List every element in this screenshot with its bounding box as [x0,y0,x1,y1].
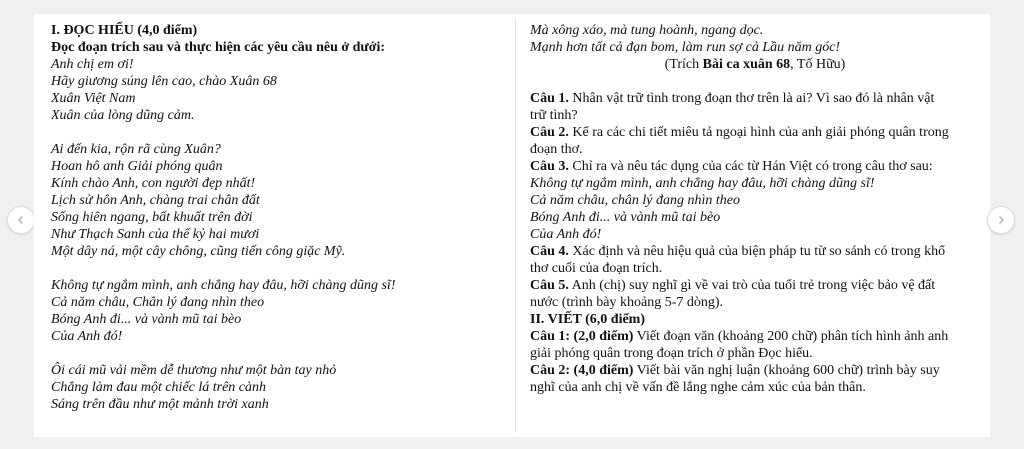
previous-page-button[interactable] [7,206,35,234]
reading-instruction: Đọc đoạn trích sau và thực hiện các yêu cầu nêu ở dưới: [51,40,386,55]
writing-task-2-cont: nghĩ của anh chị về vấn đề lắng nghe cảm xúc của bản thân. [530,380,866,395]
question-5-cont: nước (trình bày khoảng 5-7 dòng). [530,295,724,310]
poem-line: Mà xông xáo, mà tung hoành, ngang dọc. [530,23,764,38]
question-label: Câu 3. [530,159,569,174]
poem-line: Ai đến kia, rộn rã cùng Xuân? [51,142,221,157]
poem-line: Anh chị em ơi! [51,57,134,72]
question-4: Câu 4. Xác định và nêu hiệu quả của biện pháp tu từ so sánh có trong khổ [530,244,946,259]
section-heading-writing: II. VIẾT (6,0 điểm) [530,312,646,327]
question-2: Câu 2. Kể ra các chi tiết miêu tả ngoại hình của anh giải phóng quân trong [530,125,949,140]
poem-line: Một dây ná, một cây chông, cũng tiến công giặc Mỹ. [51,244,346,259]
question-label: Câu 1. [530,91,569,106]
quoted-verse: Cả năm châu, chân lý đang nhìn theo [530,193,740,208]
poem-line: Lịch sử hôn Anh, chàng trai chân đất [51,193,260,208]
poem-line: Không tự ngắm mình, anh chẳng hay đâu, hỡi chàng dũng sĩ! [51,278,396,293]
question-2-cont: đoạn thơ. [530,142,583,157]
question-1-cont: trữ tình? [530,108,578,123]
question-4-cont: thơ cuối của đoạn trích. [530,261,663,276]
writing-task-1: Câu 1: (2,0 điểm) Viết đoạn văn (khoảng 200 chữ) phân tích hình ảnh anh [530,329,949,344]
left-column [51,22,511,413]
poem-line: Sống hiên ngang, bất khuất trên đời [51,210,253,225]
question-label: Câu 4. [530,244,569,259]
poem-line: Mạnh hơn tất cả đạn bom, làm run sợ cả Lầu năm góc! [530,40,841,55]
poem-line: Sáng trên đầu như một mảnh trời xanh [51,397,269,412]
poem-line: Của Anh đó! [51,329,123,344]
poem-line: Kính chào Anh, con người đẹp nhất! [51,176,256,191]
chevron-right-icon [996,215,1006,225]
poem-source: (Trích Bài ca xuân 68, Tố Hữu) [664,57,846,72]
poem-line: Như Thạch Sanh của thế kỷ hai mươi [51,227,260,242]
question-3: Câu 3. Chỉ ra và nêu tác dụng của các từ Hán Việt có trong câu thơ sau: [530,159,933,174]
question-label: Câu 5. [530,278,569,293]
quoted-verse: Không tự ngắm mình, anh chẳng hay đâu, hỡi chàng dũng sĩ! [530,176,875,191]
poem-line: Xuân Việt Nam [51,91,136,106]
poem-line: Bóng Anh đi... và vành mũ tai bèo [51,312,242,327]
poem-line: Ôi cái mũ vải mềm dễ thương như một bàn tay nhỏ [51,363,337,378]
writing-task-2: Câu 2: (4,0 điểm) Viết bài văn nghị luận (khoảng 600 chữ) trình bày suy [530,363,940,378]
task-label: Câu 2: (4,0 điểm) [530,363,634,378]
document-page [34,14,990,437]
poem-line: Xuân của lòng dũng cảm. [51,108,195,123]
quoted-verse: Của Anh đó! [530,227,602,242]
poem-line: Hoan hô anh Giải phóng quân [51,159,223,174]
writing-task-1-cont: giải phóng quân trong đoạn trích ở phần Đọc hiểu. [530,346,813,361]
poem-line: Cả năm châu, Chân lý đang nhìn theo [51,295,265,310]
next-page-button[interactable] [987,206,1015,234]
question-5: Câu 5. Anh (chị) suy nghĩ gì về vai trò của tuổi trẻ trong việc bảo vệ đất [530,278,936,293]
question-label: Câu 2. [530,125,569,140]
question-1: Câu 1. Nhân vật trữ tình trong đoạn thơ trên là ai? Vì sao đó là nhân vật [530,91,935,106]
chevron-left-icon [16,215,26,225]
poem-title: Bài ca xuân 68 [702,57,791,72]
task-label: Câu 1: (2,0 điểm) [530,329,634,344]
section-heading-reading: I. ĐỌC HIỂU (4,0 điểm) [51,23,198,38]
column-divider [515,18,516,433]
poem-line: Chẳng làm đau một chiếc lá trên cành [51,380,267,395]
quoted-verse: Bóng Anh đi... và vành mũ tai bèo [530,210,721,225]
right-column [530,22,980,396]
poem-line: Hãy giương súng lên cao, chào Xuân 68 [51,74,277,89]
